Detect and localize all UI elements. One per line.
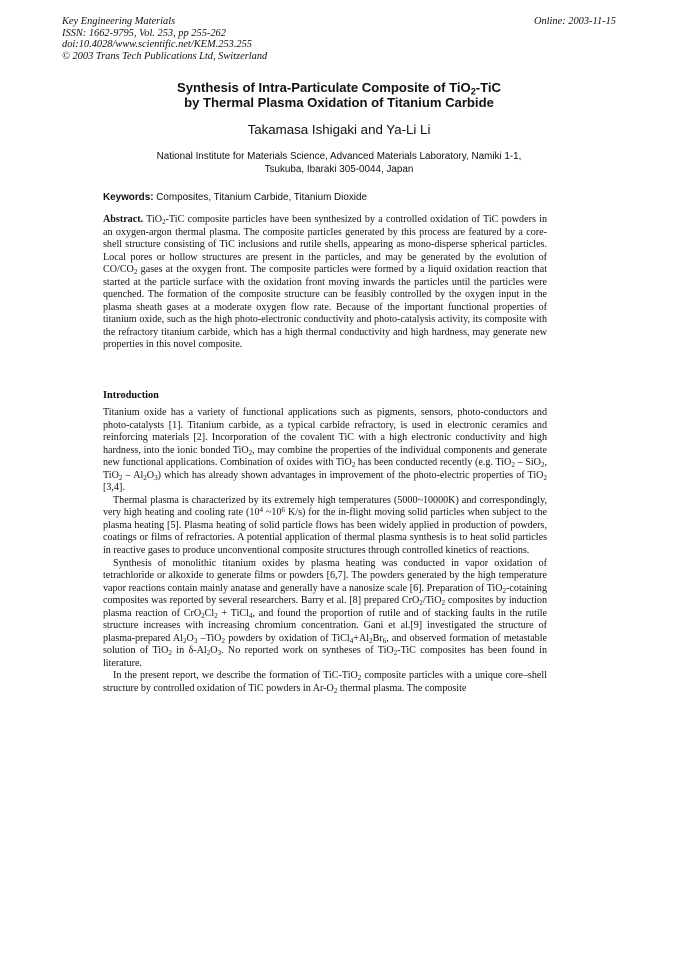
copyright-line: © 2003 Trans Tech Publications Ltd, Switzerland bbox=[62, 50, 268, 62]
publication-metadata bbox=[62, 16, 267, 62]
introduction-body bbox=[103, 407, 547, 696]
intro-paragraph-4: In the present report, we describe the formation of TiC-TiO$_2$ composite particles with a unique core–shell structure by controlled oxidation of TiC powders in $Ar-O_2$ thermal plasma. The composite bbox=[103, 670, 547, 695]
intro-paragraph-2: Thermal plasma is characterized by its extremely high temperatures (5000~10000K) and correspondingly, very high heating and cooling rate ($10^4$ $\sim 10^6$ K/s) for the in-flight moving solid particles when subject to the plasma heating [5]. Plasma heating of solid particle flows has been widely applied in production of powders, coatings or films of refractories. A potential application of thermal plasma synthesis is to heat solid particles in reactive gases to produce unconventional composite structures through controlled kinetics of reactions. bbox=[103, 494, 548, 557]
title-line-2: by Thermal Plasma Oxidation of Titanium Carbide bbox=[184, 95, 494, 110]
title-line-1: Synthesis of Intra-Particulate Composite of TiO$_2$-TiC bbox=[176, 80, 501, 97]
affiliation-line-1: National Institute for Materials Science, Advanced Materials Laboratory, Namiki 1-1, bbox=[156, 151, 522, 162]
authors: Takamasa Ishigaki and Ya-Li Li bbox=[247, 122, 431, 137]
intro-paragraph-1: Titanium oxide has a variety of functional applications such as pigments, sensors, photo-conductors and photo-catalysts [1]. Titanium carbide, as a typical carbide refractory, is used in electronic ceramics and reinforcing materials [2]. Incorporation of the covalent TiC with a high electronic conductivity and high hardness, into the ionic bonded TiO$_2$, may combine the properties of the individual components and generate new functional applications. Combination of oxides with TiO$_2$ has been conducted recently (e.g. TiO$_2$ – SiO$_2$, $TiO_2 - Al_2O_3$) which has already shown advantages in improvement of the photo-electric properties of TiO$_2$ [3,4]. bbox=[103, 407, 547, 494]
keywords-text: Composites, Titanium Carbide, Titanium Dioxide bbox=[153, 192, 367, 203]
affiliation-line-2: Tsukuba, Ibaraki 305-0044, Japan bbox=[264, 163, 414, 175]
abstract-paragraph bbox=[103, 214, 547, 352]
keywords bbox=[103, 192, 367, 203]
doi-line: doi:10.4028/www.scientific.net/KEM.253.255 bbox=[62, 39, 252, 50]
introduction-heading: Introduction bbox=[103, 390, 159, 401]
intro-paragraph-3: Synthesis of monolithic titanium oxides by plasma heating was conducted in vapor oxidation of tetrachloride or alkoxide to generate films or powders [6,7]. The powders generated by the high temperature vapor reactions contain mainly anatase and generally have a nanosize scale [6]. Preparation of TiO$_2$-cotaining composites was reported by several researchers. Barry et al. [8] prepared CrO$_2$/TiO$_2$ composites by induction plasma reaction of $CrO_2Cl_2$ + TiCl$_4$, and found the proportion of rutile and of stacking faults in the rutile structure increases with increasing chromium concentration. Gani et al.[9] investigated the structure of plasma-prepared $Al_2O_3$ –TiO$_2$ powders by oxidation of $TiCl_4+Al_2Br_6$, and observed formation of metastable solution of TiO$_2$ in $\delta-Al_2O_3$. No reported work on syntheses of TiO$_2$-TiC composites has been found in literature. bbox=[103, 557, 548, 669]
journal-name: Key Engineering Materials bbox=[62, 16, 176, 27]
abstract bbox=[103, 214, 547, 352]
online-date: Online: 2003-11-15 bbox=[533, 16, 616, 27]
abstract-text: TiO$_2$-TiC composite particles have been synthesized by a controlled oxidation of TiC powders in an oxygen-argon thermal plasma. The composite particles generated by this process are featured by a core-shell structure consisting of TiC inclusions and rutile shells, appearing as mono-disperse spherical particles. Local pores or hollow structures are present in the particles, and may be generated by the evolution of $CO/CO_2$ gases at the oxygen front. The composite particles were formed by a liquid oxidation reaction that started at the particle surface with the oxidation front moving inwards the particles until the particles were quenched. The formation of the composite structure can be feasibly controlled by the oxygen input in the plasma sheath gases at a moderate oxygen flow rate. Because of the important functional properties of titanium oxide, such as the high photo-electronic conductivity and photo-catalysis activity, its composite with the refractory titanium carbide, which has a high thermal conductivity and high hardness, may generate new properties in this novel composite. bbox=[103, 214, 548, 351]
paper-title bbox=[0, 80, 678, 110]
keywords-label: Keywords: bbox=[103, 192, 154, 203]
affiliation bbox=[0, 151, 678, 176]
issn-line: ISSN: 1662-9795, Vol. 253, pp 255-262 bbox=[62, 27, 226, 39]
abstract-label: Abstract. bbox=[103, 214, 144, 225]
